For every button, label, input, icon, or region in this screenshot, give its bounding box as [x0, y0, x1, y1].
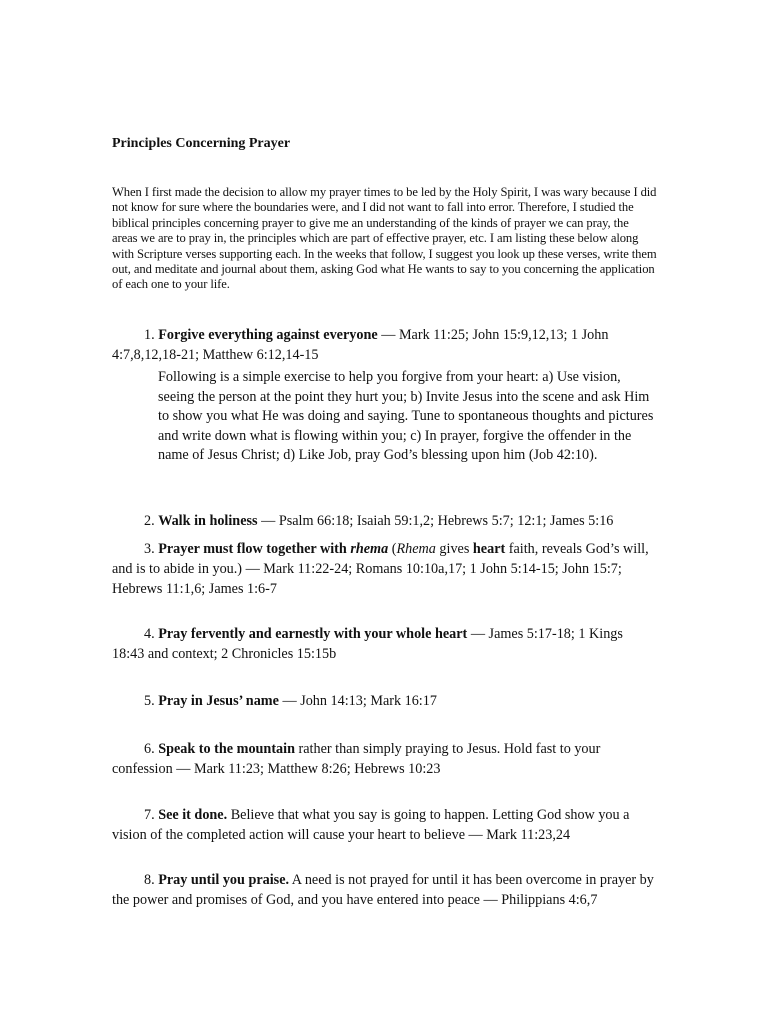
item-number: 1.	[144, 327, 155, 343]
item-number: 3.	[144, 541, 155, 557]
list-item	[112, 624, 658, 664]
item-text: faith, reveals God’s will, and is to abide in you.) — Mark 11:22-24; Romans 10:10a,17; 1 John 5:14-15; John 15:7; Hebrews 11:1,6; James 1:6-7	[112, 541, 649, 597]
list-item	[112, 511, 658, 531]
item-heading: Speak to the mountain	[158, 741, 295, 757]
item-bold-word: heart	[472, 541, 506, 557]
item-text: Believe that what you say is going to happen. Letting God show you a vision of the completed action will cause your heart to believe — Mark 11:23,24	[112, 807, 630, 843]
item-heading: Forgive everything against everyone	[158, 327, 378, 343]
list-item	[112, 870, 658, 910]
item-number: 7.	[144, 807, 155, 823]
list-item	[112, 805, 658, 845]
item-heading: Pray until you praise.	[158, 872, 290, 888]
item-text: A need is not prayed for until it has been overcome in prayer by the power and promises of God, and you have entered into peace — Philippians 4:6,7	[112, 872, 654, 908]
item-text: — John 14:13; Mark 16:17	[278, 693, 437, 709]
item-text: — Psalm 66:18; Isaiah 59:1,2; Hebrews 5:7; 12:1; James 5:16	[257, 513, 614, 529]
item-heading: Pray in Jesus’ name	[158, 693, 279, 709]
item-number: 6.	[144, 741, 155, 757]
item-text: gives	[435, 541, 473, 557]
item-heading: Pray fervently and earnestly with your whole heart	[158, 626, 468, 642]
item-text: — James 5:17-18; 1 Kings 18:43 and context; 2 Chronicles 15:15b	[112, 626, 623, 662]
item-number: 5.	[144, 693, 155, 709]
list-item	[112, 691, 658, 711]
item-text: (	[388, 541, 397, 557]
list-item	[112, 739, 658, 779]
intro-paragraph: When I first made the decision to allow my prayer times to be led by the Holy Spirit, I was wary because I did not know for sure where the boundaries were, and I did not want to fall into error. Therefore, I studied the biblical principles concerning prayer to give me an understanding of the kinds of prayer we can pray, the areas we are to pray in, the principles which are part of effective prayer, etc. I am listing these below along with Scripture verses supporting each. In the weeks that follow, I suggest you look up these verses, write them out, and meditate and journal about them, asking God what He wants to say to you concerning the application of each one to your life.	[112, 185, 657, 292]
item-text: — Mark 11:25; John 15:9,12,13; 1 John 4:7,8,12,18-21; Matthew 6:12,14-15	[112, 327, 609, 363]
forgiveness-exercise: Following is a simple exercise to help you forgive from your heart: a) Use vision, seeing the person at the point they hurt you; b) Invite Jesus into the scene and ask Him to show you what He was doing and saying. Tune to spontaneous thoughts and pictures and write down what is flowing within you; c) In prayer, forgive the offender in the name of Jesus Christ; d) Like Job, pray God’s blessing upon him (Job 42:10).	[158, 369, 654, 463]
item-heading: See it done.	[158, 807, 228, 823]
page-title: Principles Concerning Prayer	[112, 136, 291, 151]
item-number: 4.	[144, 626, 155, 642]
item-emphasis: Rhema	[396, 541, 436, 557]
item-heading	[158, 541, 388, 557]
item-number: 2.	[144, 513, 155, 529]
list-item	[112, 539, 658, 599]
item-heading: Walk in holiness	[158, 513, 258, 529]
item-number: 8.	[144, 872, 155, 888]
item-heading-text: Prayer must flow together with	[158, 541, 351, 557]
list-item	[112, 325, 658, 365]
item-text: rather than simply praying to Jesus. Hold fast to your confession — Mark 11:23; Matthew 8:26; Hebrews 10:23	[112, 741, 601, 777]
item-heading-emphasis: rhema	[350, 541, 389, 557]
